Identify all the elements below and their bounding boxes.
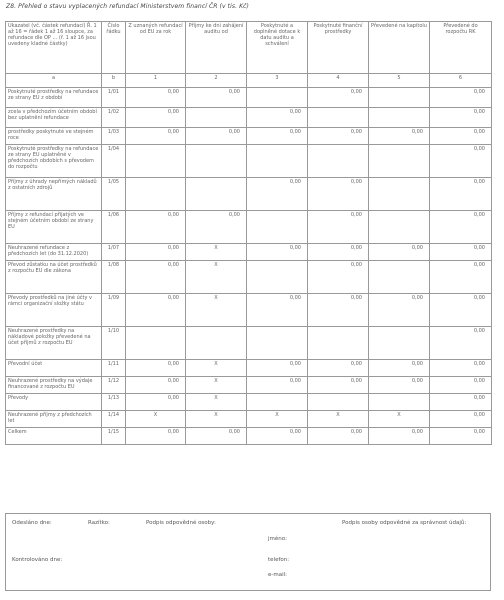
cell-col-6: 0,00 <box>430 360 492 377</box>
row-label: Celkem <box>6 428 102 445</box>
cell-col-6: 0,00 <box>430 128 492 145</box>
cell-col-1 <box>126 145 186 178</box>
row-label: Převodní účet <box>6 360 102 377</box>
table-row <box>6 108 492 128</box>
cell-col-5 <box>369 327 430 360</box>
responsible-person-label: Podpis odpovědné osoby: <box>146 520 216 526</box>
checked-label: Kontrolováno dne: <box>12 557 63 563</box>
colnum-5: 5 <box>369 74 430 88</box>
cell-col-4: 0,00 <box>308 128 369 145</box>
header-col-6: Převedené do rozpočtu RK <box>430 22 492 74</box>
row-code: 1/09 <box>102 294 126 327</box>
table-row <box>6 428 492 445</box>
cell-col-5 <box>369 108 430 128</box>
table-row <box>6 261 492 294</box>
header-code: Číslo řádku <box>102 22 126 74</box>
cell-col-6: 0,00 <box>430 261 492 294</box>
table-row <box>6 377 492 394</box>
cell-col-6: 0,00 <box>430 108 492 128</box>
header-col-3: Poskytnuté a doplněné dotace k datu auditu a schválení <box>247 22 308 74</box>
row-code: 1/03 <box>102 128 126 145</box>
cell-col-1: 0,00 <box>126 360 186 377</box>
cell-col-1: 0,00 <box>126 394 186 411</box>
row-label: Poskytnuté prostředky na refundace ze strany EU z období <box>6 88 102 108</box>
cell-col-3: 0,00 <box>247 360 308 377</box>
cell-col-4: 0,00 <box>308 178 369 211</box>
header-col-5: Převedené na kapitolu <box>369 22 430 74</box>
cell-col-1: 0,00 <box>126 261 186 294</box>
row-code: 1/05 <box>102 178 126 211</box>
cell-col-6: 0,00 <box>430 411 492 428</box>
row-label: Převody prostředků na jiné účty v rámci organizační složky státu <box>6 294 102 327</box>
cell-col-4 <box>308 327 369 360</box>
row-label: prostředky poskytnuté ve stejném roce <box>6 128 102 145</box>
cell-col-2: X <box>186 360 247 377</box>
colnum-a: a <box>6 74 102 88</box>
cell-col-4: 0,00 <box>308 211 369 244</box>
row-code: 1/07 <box>102 244 126 261</box>
cell-col-1: 0,00 <box>126 294 186 327</box>
cell-col-5: 0,00 <box>369 377 430 394</box>
cell-col-2: X <box>186 294 247 327</box>
cell-col-1: 0,00 <box>126 211 186 244</box>
cell-col-1 <box>126 327 186 360</box>
header-col-1: Z uznaných refundací od EU za rok <box>126 22 186 74</box>
cell-col-6: 0,00 <box>430 327 492 360</box>
cell-col-5 <box>369 211 430 244</box>
table-body <box>6 88 492 445</box>
row-code: 1/04 <box>102 145 126 178</box>
cell-col-5 <box>369 261 430 294</box>
cell-col-6: 0,00 <box>430 394 492 411</box>
row-label: Neuhrazené prostředky na nákladové položky převedené na účet příjmů z rozpočtu EU <box>6 327 102 360</box>
cell-col-5 <box>369 145 430 178</box>
table-row <box>6 145 492 178</box>
colnum-4: 4 <box>308 74 369 88</box>
row-code: 1/08 <box>102 261 126 294</box>
cell-col-3 <box>247 88 308 108</box>
cell-col-3: 0,00 <box>247 178 308 211</box>
cell-col-5: X <box>369 411 430 428</box>
row-label: Poskytnuté prostředky na refundace ze strany EU uplatněné v předchozích obdobích s převodem do rozpočtu <box>6 145 102 178</box>
table-row <box>6 294 492 327</box>
refund-table <box>5 21 492 445</box>
cell-col-4: 0,00 <box>308 360 369 377</box>
colnum-6: 6 <box>430 74 492 88</box>
cell-col-6: 0,00 <box>430 244 492 261</box>
row-code: 1/11 <box>102 360 126 377</box>
cell-col-1: X <box>126 411 186 428</box>
cell-col-3: X <box>247 411 308 428</box>
table-row <box>6 244 492 261</box>
cell-col-2: X <box>186 261 247 294</box>
colnum-b: b <box>102 74 126 88</box>
cell-col-1: 0,00 <box>126 128 186 145</box>
row-code: 1/10 <box>102 327 126 360</box>
row-code: 1/12 <box>102 377 126 394</box>
table-row <box>6 128 492 145</box>
cell-col-5: 0,00 <box>369 360 430 377</box>
cell-col-5: 0,00 <box>369 128 430 145</box>
phone-label: telefon: <box>268 557 290 563</box>
cell-col-3: 0,00 <box>247 377 308 394</box>
row-label: Neuhrazené refundace z předchozích let (do 31.12.2020) <box>6 244 102 261</box>
row-code: 1/02 <box>102 108 126 128</box>
cell-col-6: 0,00 <box>430 377 492 394</box>
cell-col-4: 0,00 <box>308 244 369 261</box>
cell-col-5: 0,00 <box>369 294 430 327</box>
cell-col-4: 0,00 <box>308 377 369 394</box>
row-label: zcela v předchozím účetním období bez uplatnění refundace <box>6 108 102 128</box>
table-row <box>6 411 492 428</box>
cell-col-6: 0,00 <box>430 294 492 327</box>
cell-col-3 <box>247 145 308 178</box>
row-label: Převody <box>6 394 102 411</box>
cell-col-4: 0,00 <box>308 261 369 294</box>
cell-col-5 <box>369 394 430 411</box>
cell-col-6: 0,00 <box>430 178 492 211</box>
page-title: Z8. Přehled o stavu vyplacených refundací Ministerstvem financí ČR (v tis. Kč) <box>6 3 249 10</box>
cell-col-1: 0,00 <box>126 88 186 108</box>
colnum-1: 1 <box>126 74 186 88</box>
cell-col-2: X <box>186 411 247 428</box>
row-code: 1/14 <box>102 411 126 428</box>
cell-col-3: 0,00 <box>247 108 308 128</box>
cell-col-6: 0,00 <box>430 88 492 108</box>
cell-col-1: 0,00 <box>126 244 186 261</box>
table-row <box>6 178 492 211</box>
row-label: Převod zůstatku na účet prostředků z rozpočtu EU dle zákona <box>6 261 102 294</box>
cell-col-4 <box>308 145 369 178</box>
cell-col-2: X <box>186 244 247 261</box>
cell-col-4 <box>308 108 369 128</box>
table-row <box>6 394 492 411</box>
cell-col-5 <box>369 88 430 108</box>
colnum-3: 3 <box>247 74 308 88</box>
row-code: 1/15 <box>102 428 126 445</box>
row-label: Příjmy z refundací přijatých ve stejném účetním období ze strany EU <box>6 211 102 244</box>
table-row <box>6 211 492 244</box>
row-code: 1/01 <box>102 88 126 108</box>
cell-col-5 <box>369 178 430 211</box>
signature-block <box>5 513 491 591</box>
cell-col-2: 0,00 <box>186 211 247 244</box>
cell-col-3 <box>247 394 308 411</box>
cell-col-3: 0,00 <box>247 244 308 261</box>
cell-col-6: 0,00 <box>430 145 492 178</box>
cell-col-4: 0,00 <box>308 294 369 327</box>
table-row <box>6 88 492 108</box>
cell-col-2: 0,00 <box>186 88 247 108</box>
cell-col-3: 0,00 <box>247 294 308 327</box>
table-row <box>6 327 492 360</box>
header-col-2: Příjmy ke dni zahájení auditu od <box>186 22 247 74</box>
cell-col-2: 0,00 <box>186 128 247 145</box>
row-code: 1/13 <box>102 394 126 411</box>
cell-col-2 <box>186 178 247 211</box>
row-code: 1/06 <box>102 211 126 244</box>
stamp-label: Razítko: <box>88 520 110 526</box>
colnum-2: 2 <box>186 74 247 88</box>
cell-col-2: X <box>186 394 247 411</box>
cell-col-2 <box>186 145 247 178</box>
sent-label: Odesláno dne: <box>12 520 52 526</box>
cell-col-4: X <box>308 411 369 428</box>
column-number-row <box>6 74 492 88</box>
cell-col-1: 0,00 <box>126 108 186 128</box>
cell-col-2: X <box>186 377 247 394</box>
cell-col-3: 0,00 <box>247 128 308 145</box>
header-col-4: Poskytnuté finanční prostředky <box>308 22 369 74</box>
cell-col-2 <box>186 327 247 360</box>
row-label: Neuhrazené prostředky na výdaje financované z rozpočtu EU <box>6 377 102 394</box>
cell-col-1: 0,00 <box>126 377 186 394</box>
cell-col-3 <box>247 327 308 360</box>
cell-col-1: 0,00 <box>126 428 186 445</box>
cell-col-5: 0,00 <box>369 428 430 445</box>
cell-col-4: 0,00 <box>308 88 369 108</box>
accuracy-person-label: Podpis osoby odpovědné za správnost údajů: <box>342 520 467 526</box>
cell-col-5: 0,00 <box>369 244 430 261</box>
cell-col-4 <box>308 394 369 411</box>
row-label: Příjmy z úhrady nepřímých nákladů z ostatních zdrojů <box>6 178 102 211</box>
cell-col-2 <box>186 108 247 128</box>
cell-col-1 <box>126 178 186 211</box>
cell-col-3 <box>247 261 308 294</box>
cell-col-6: 0,00 <box>430 428 492 445</box>
cell-col-3: 0,00 <box>247 428 308 445</box>
cell-col-4: 0,00 <box>308 428 369 445</box>
header-row <box>6 22 492 74</box>
cell-col-6: 0,00 <box>430 211 492 244</box>
cell-col-3 <box>247 211 308 244</box>
header-label: Ukazatel (vč. částek refundací) Ř. 1 až 16 = řádek 1 až 16 sloupce, za refundace dle OP ... (ř. 1 až 16 jsou uvedeny kladné částky) <box>6 22 102 74</box>
email-label: e-mail: <box>268 572 288 578</box>
cell-col-2: 0,00 <box>186 428 247 445</box>
table-row <box>6 360 492 377</box>
name-label: jméno: <box>268 536 287 542</box>
row-label: Neuhrazené příjmy z předchozích let <box>6 411 102 428</box>
